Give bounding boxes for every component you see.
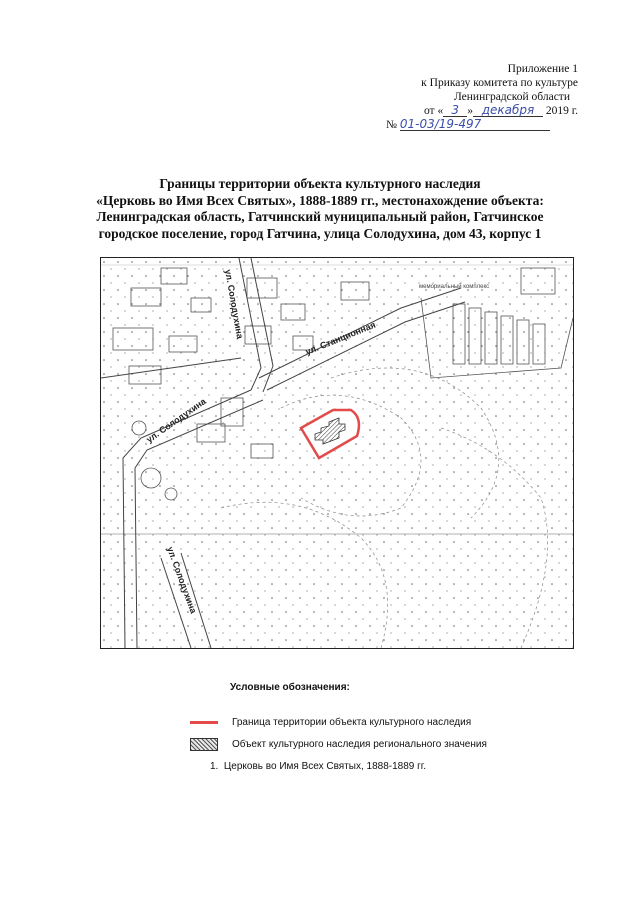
- appendix-title: Приложение 1: [507, 63, 578, 75]
- title-line-1: Границы территории объекта культурного наследия: [159, 176, 481, 191]
- appendix-date: [358, 104, 578, 118]
- site-map: [100, 257, 574, 649]
- street-label-stantsionnaya: ул. Станционная: [304, 319, 377, 357]
- street-label-solodukhina-bottom: ул. Солодухина: [165, 545, 199, 615]
- legend-row-boundary: [190, 711, 520, 733]
- date-day: 3: [443, 104, 467, 117]
- legend-item-number: 1.: [210, 761, 219, 772]
- map-svg: [101, 258, 573, 648]
- object-hatch-symbol: [190, 738, 218, 751]
- appendix-region: Ленинградской области: [453, 91, 570, 103]
- appendix-order: к Приказу комитета по культуре: [421, 77, 578, 89]
- date-prefix: от «: [423, 105, 444, 117]
- document-title: [95, 176, 545, 242]
- legend-item-1: [210, 761, 520, 772]
- legend-boundary-label: Граница территории объекта культурного наследия: [232, 716, 472, 728]
- boundary-line-symbol: [190, 721, 218, 724]
- legend: [190, 682, 520, 772]
- street-label-solodukhina-mid: ул. Солодухина: [144, 396, 208, 445]
- legend-object-label: Объект культурного наследия регионального значения: [232, 738, 487, 750]
- date-year: 2019 г.: [545, 105, 578, 117]
- title-line-4: городское поселение, город Гатчина, улица Солодухина, дом 43, корпус 1: [98, 225, 542, 241]
- date-month: декабря: [473, 104, 543, 117]
- number-value: 01-03/19-497: [400, 118, 550, 131]
- legend-title: Условные обозначения:: [230, 682, 350, 693]
- street-label-solodukhina-top: ул. Солодухина: [223, 268, 246, 340]
- appendix-number: [358, 118, 578, 132]
- legend-item-text: Церковь во Имя Всех Святых, 1888-1889 гг.: [223, 761, 426, 772]
- title-line-2: «Церковь во Имя Всех Святых», 1888-1889 гг., местонахождение объекта:: [96, 192, 544, 208]
- date-mid: »: [467, 105, 473, 117]
- appendix-block: [358, 62, 578, 132]
- number-prefix: №: [386, 119, 397, 131]
- legend-row-object: [190, 733, 520, 755]
- memorial-label: мемориальный комплекс: [419, 284, 490, 290]
- title-line-3: Ленинградская область, Гатчинский муниципальный район, Гатчинское: [96, 209, 544, 224]
